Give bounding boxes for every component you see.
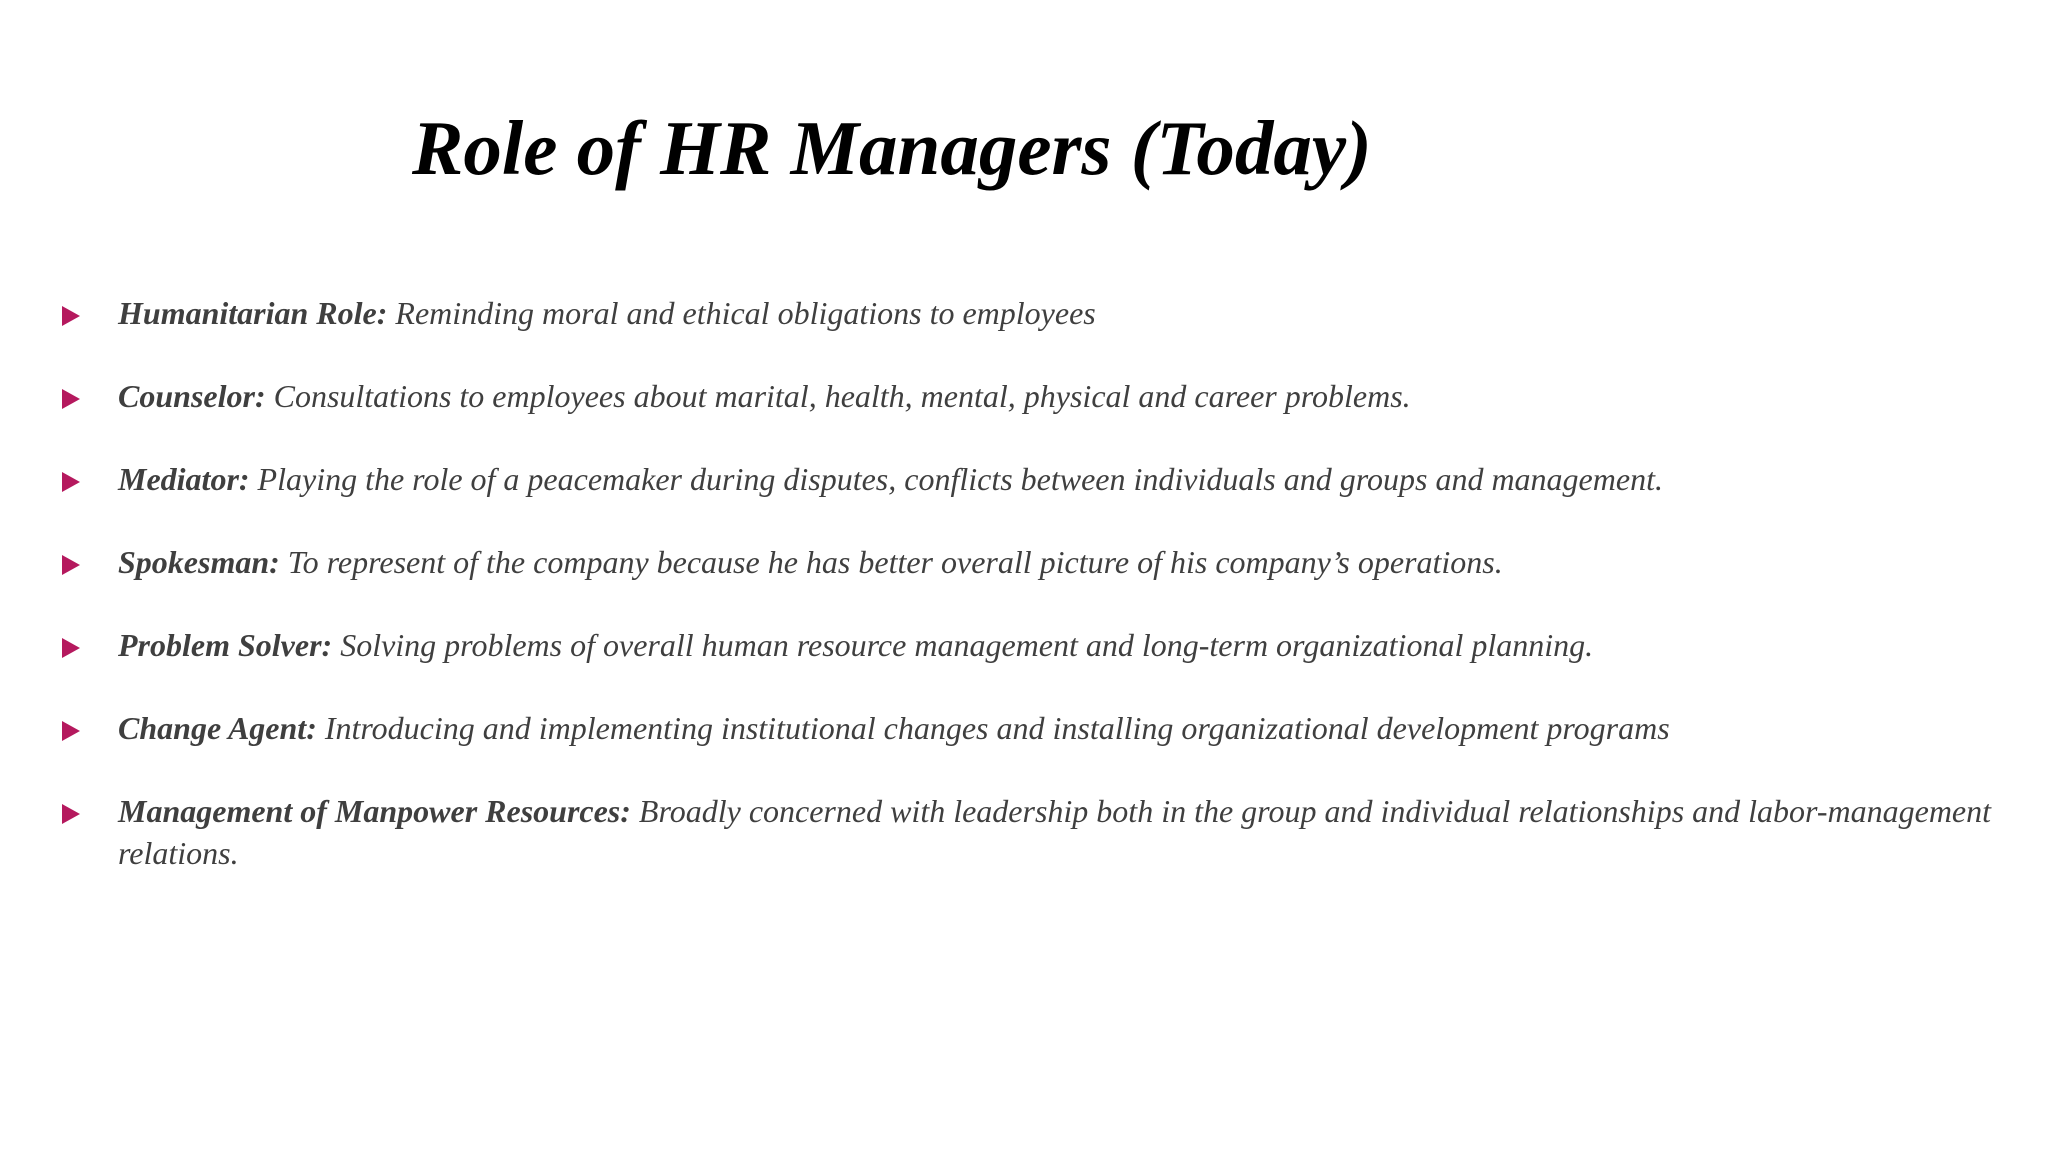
bullet-term: Spokesman: — [118, 544, 280, 580]
triangle-bullet-icon — [62, 804, 80, 824]
bullet-text: Playing the role of a peacemaker during disputes, conflicts between individuals and groups and management. — [257, 461, 1663, 497]
bullet-term: Mediator: — [118, 461, 250, 497]
bullet-text: Consultations to employees about marital, health, mental, physical and career problems. — [273, 378, 1411, 414]
bullet-term: Counselor: — [118, 378, 266, 414]
bullet-text: Reminding moral and ethical obligations to employees — [395, 295, 1096, 331]
bullet-item-humanitarian-role — [0, 292, 2048, 334]
bullet-item-spokesman — [0, 541, 2048, 583]
bullet-text: Introducing and implementing institutional changes and installing organizational development programs — [324, 710, 1670, 746]
bullet-text: Broadly concerned with leadership both in the group and individual relationships and labor-management relations. — [118, 793, 1992, 871]
bullet-text: To represent of the company because he has better overall picture of his company’s operations. — [287, 544, 1503, 580]
bullet-item-management-of-manpower-resources — [0, 790, 2048, 874]
triangle-bullet-icon — [62, 555, 80, 575]
bullet-item-change-agent — [0, 707, 2048, 749]
bullet-term: Management of Manpower Resources: — [118, 793, 631, 829]
triangle-bullet-icon — [62, 638, 80, 658]
triangle-bullet-icon — [62, 472, 80, 492]
bullet-item-problem-solver — [0, 624, 2048, 666]
bullet-term: Change Agent: — [118, 710, 317, 746]
slide-title: Role of HR Managers (Today) — [412, 105, 1372, 191]
triangle-bullet-icon — [62, 721, 80, 741]
bullet-term: Humanitarian Role: — [118, 295, 388, 331]
bullet-item-counselor — [0, 375, 2048, 417]
bullet-term: Problem Solver: — [118, 627, 333, 663]
bullet-list — [0, 292, 2048, 915]
bullet-item-mediator — [0, 458, 2048, 500]
triangle-bullet-icon — [62, 306, 80, 326]
triangle-bullet-icon — [62, 389, 80, 409]
bullet-text: Solving problems of overall human resource management and long-term organizational planning. — [340, 627, 1594, 663]
